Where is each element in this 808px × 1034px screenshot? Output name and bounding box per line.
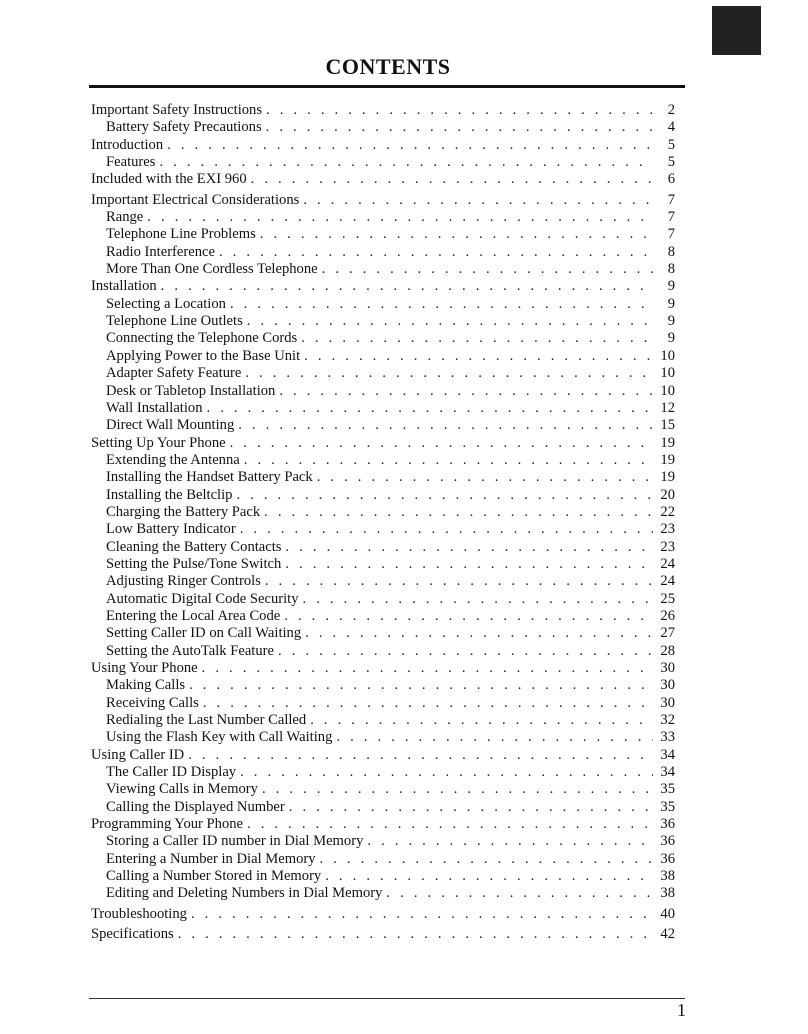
toc-entry-label: Wall Installation: [106, 399, 203, 416]
toc-entry-label: Setting Up Your Phone: [91, 434, 226, 451]
toc-entry-label: Using Caller ID: [91, 746, 185, 763]
toc-entry[interactable]: [91, 365, 675, 382]
toc-entry-page: 23: [660, 521, 675, 538]
toc-entry[interactable]: [91, 119, 675, 136]
toc-entry-label: Cleaning the Battery Contacts: [106, 538, 282, 555]
toc-entry-page: 10: [660, 382, 675, 399]
dot-leader: [161, 278, 653, 295]
toc-entry-page: 10: [660, 347, 675, 364]
toc-entry[interactable]: [91, 608, 675, 625]
dot-leader: [317, 469, 653, 486]
toc-entry-page: 35: [660, 798, 675, 815]
toc-entry[interactable]: [91, 209, 675, 226]
toc-entry-page: 36: [660, 850, 675, 867]
dot-leader: [188, 747, 653, 764]
dot-leader: [260, 226, 653, 243]
toc-entry[interactable]: [91, 643, 675, 660]
toc-entry[interactable]: [91, 712, 675, 729]
dot-leader: [247, 816, 653, 833]
toc-entry-page: 2: [667, 102, 675, 118]
toc-entry[interactable]: [91, 244, 675, 261]
toc-entry-page: 40: [660, 905, 675, 922]
toc-entry[interactable]: [91, 348, 675, 365]
dot-leader: [367, 833, 653, 850]
toc-entry[interactable]: [91, 417, 675, 434]
toc-entry-page: 9: [667, 295, 675, 312]
toc-entry-page: 27: [660, 625, 675, 642]
toc-entry-label: Setting the AutoTalk Feature: [106, 642, 274, 659]
toc-entry-page: 22: [660, 503, 675, 520]
dot-leader: [251, 171, 653, 188]
toc-entry-page: 19: [660, 451, 675, 468]
dot-leader: [320, 851, 653, 868]
dot-leader: [279, 383, 653, 400]
dot-leader: [244, 452, 653, 469]
toc-entry[interactable]: [91, 469, 675, 486]
toc-entry-label: Connecting the Telephone Cords: [106, 330, 298, 347]
toc-entry-label: Programming Your Phone: [91, 816, 244, 833]
toc-entry-page: 7: [667, 209, 675, 226]
toc-entry-label: Specifications: [91, 926, 174, 943]
footer-rule: [89, 998, 685, 999]
dot-leader: [285, 556, 653, 573]
toc-entry[interactable]: [91, 660, 675, 677]
toc-entry-label: Telephone Line Outlets: [106, 313, 243, 330]
dot-leader: [159, 154, 653, 171]
toc-entry-label: Included with the EXI 960: [91, 171, 247, 188]
toc-entry-page: 36: [660, 816, 675, 833]
page-number: 1: [677, 1000, 686, 1020]
toc-entry-label: Direct Wall Mounting: [106, 417, 235, 434]
toc-entry[interactable]: [91, 906, 675, 923]
toc-entry-page: 34: [660, 764, 675, 781]
toc-entry-page: 7: [667, 191, 675, 208]
toc-entry-page: 34: [660, 746, 675, 763]
dot-leader: [289, 799, 653, 816]
table-of-contents: [91, 102, 675, 944]
dot-leader: [203, 695, 653, 712]
toc-entry-label: Calling the Displayed Number: [106, 798, 285, 815]
toc-entry[interactable]: [91, 102, 675, 119]
dot-leader: [219, 244, 653, 261]
toc-entry[interactable]: [91, 591, 675, 608]
dot-leader: [386, 885, 653, 902]
toc-entry-page: 7: [667, 226, 675, 243]
toc-entry-page: 19: [660, 434, 675, 451]
toc-entry-label: Applying Power to the Base Unit: [106, 347, 301, 364]
toc-entry[interactable]: [91, 799, 675, 816]
toc-entry-label: The Caller ID Display: [106, 764, 237, 781]
toc-entry-label: Setting the Pulse/Tone Switch: [106, 555, 282, 572]
toc-entry-label: Introduction: [91, 136, 164, 153]
toc-entry-label: Troubleshooting: [91, 905, 187, 922]
page-title: CONTENTS: [325, 54, 451, 79]
toc-entry[interactable]: [91, 137, 675, 154]
toc-entry[interactable]: [91, 261, 675, 278]
toc-entry-page: 23: [660, 538, 675, 555]
toc-entry[interactable]: [91, 625, 675, 642]
toc-entry-page: 9: [667, 313, 675, 330]
toc-entry[interactable]: [91, 487, 675, 504]
toc-entry[interactable]: [91, 330, 675, 347]
toc-entry[interactable]: [91, 926, 675, 943]
dot-leader: [325, 868, 653, 885]
toc-entry[interactable]: [91, 296, 675, 313]
toc-entry-label: Storing a Caller ID number in Dial Memory: [106, 833, 364, 850]
toc-entry-label: Battery Safety Precautions: [106, 119, 262, 136]
dot-leader: [286, 539, 654, 556]
toc-entry-label: Important Electrical Considerations: [91, 191, 300, 208]
toc-entry-page: 26: [660, 607, 675, 624]
toc-entry-page: 38: [660, 868, 675, 885]
toc-entry-page: 10: [660, 365, 675, 382]
toc-entry-page: 33: [660, 729, 675, 746]
dot-leader: [303, 192, 653, 209]
toc-entry-label: Entering the Local Area Code: [106, 607, 281, 624]
toc-entry-label: Using Your Phone: [91, 660, 198, 676]
dot-leader: [207, 400, 654, 417]
toc-entry-page: 30: [660, 694, 675, 711]
toc-entry-label: Adjusting Ringer Controls: [106, 573, 261, 590]
toc-entry[interactable]: [91, 695, 675, 712]
toc-entry-page: 28: [660, 642, 675, 659]
toc-entry-page: 8: [667, 243, 675, 260]
dot-leader: [247, 313, 653, 330]
toc-entry[interactable]: [91, 504, 675, 521]
toc-entry-label: Extending the Antenna: [106, 451, 240, 468]
dot-leader: [240, 521, 653, 538]
toc-entry-label: Adapter Safety Feature: [106, 365, 242, 382]
toc-entry[interactable]: [91, 747, 675, 764]
dot-leader: [266, 102, 653, 119]
toc-entry-label: Viewing Calls in Memory: [106, 781, 258, 798]
toc-entry-label: Using the Flash Key with Call Waiting: [106, 729, 333, 746]
dot-leader: [178, 926, 653, 943]
toc-entry-label: Entering a Number in Dial Memory: [106, 850, 316, 867]
toc-entry-label: Automatic Digital Code Security: [106, 590, 299, 607]
dot-leader: [336, 729, 653, 746]
toc-entry-page: 25: [660, 590, 675, 607]
dot-leader: [191, 906, 653, 923]
toc-entry-label: Redialing the Last Number Called: [106, 712, 307, 729]
dot-leader: [310, 712, 653, 729]
toc-entry-label: Making Calls: [106, 677, 186, 694]
toc-entry-label: Installation: [91, 278, 157, 295]
toc-entry[interactable]: [91, 556, 675, 573]
toc-entry[interactable]: [91, 435, 675, 452]
toc-entry-page: 19: [660, 469, 675, 486]
dot-leader: [147, 209, 653, 226]
toc-entry[interactable]: [91, 383, 675, 400]
toc-entry-page: 24: [660, 573, 675, 590]
toc-entry[interactable]: [91, 573, 675, 590]
dot-leader: [202, 660, 653, 677]
toc-entry-label: Radio Interference: [106, 243, 215, 260]
chapter-tab-marker: [712, 6, 761, 55]
toc-entry-page: 9: [667, 330, 675, 347]
dot-leader: [278, 643, 653, 660]
toc-entry-label: Charging the Battery Pack: [106, 503, 261, 520]
dot-leader: [301, 330, 653, 347]
toc-entry[interactable]: [91, 539, 675, 556]
dot-leader: [238, 417, 653, 434]
dot-leader: [305, 625, 653, 642]
toc-entry[interactable]: [91, 171, 675, 188]
toc-entry[interactable]: [91, 833, 675, 850]
dot-leader: [230, 435, 653, 452]
toc-entry[interactable]: [91, 452, 675, 469]
toc-entry-page: 32: [660, 712, 675, 729]
toc-entry[interactable]: [91, 868, 675, 885]
toc-entry-page: 30: [660, 660, 675, 676]
toc-entry-label: Calling a Number Stored in Memory: [106, 868, 322, 885]
dot-leader: [304, 348, 653, 365]
toc-entry[interactable]: [91, 885, 675, 902]
dot-leader: [262, 781, 653, 798]
toc-entry-page: 8: [667, 261, 675, 278]
toc-entry-page: 42: [660, 926, 675, 943]
dot-leader: [189, 677, 653, 694]
toc-entry-label: More Than One Cordless Telephone: [106, 261, 318, 278]
toc-entry-page: 15: [660, 417, 675, 434]
dot-leader: [236, 487, 653, 504]
dot-leader: [265, 573, 653, 590]
toc-entry[interactable]: [91, 729, 675, 746]
toc-entry-label: Editing and Deleting Numbers in Dial Memory: [106, 885, 383, 902]
toc-entry[interactable]: [91, 764, 675, 781]
toc-entry[interactable]: [91, 154, 675, 171]
toc-entry[interactable]: [91, 226, 675, 243]
toc-entry-page: 9: [667, 278, 675, 295]
toc-entry-label: Receiving Calls: [106, 694, 199, 711]
toc-entry-page: 5: [667, 154, 675, 171]
toc-entry[interactable]: [91, 192, 675, 209]
toc-entry[interactable]: [91, 521, 675, 538]
toc-entry[interactable]: [91, 278, 675, 295]
toc-entry-label: Range: [106, 209, 144, 226]
toc-entry-page: 12: [660, 399, 675, 416]
dot-leader: [245, 365, 653, 382]
toc-entry-label: Selecting a Location: [106, 295, 226, 312]
toc-entry-label: Desk or Tabletop Installation: [106, 382, 276, 399]
dot-leader: [322, 261, 653, 278]
toc-entry-label: Low Battery Indicator: [106, 521, 236, 538]
toc-entry[interactable]: [91, 313, 675, 330]
toc-entry-label: Installing the Beltclip: [106, 486, 233, 503]
toc-entry-label: Installing the Handset Battery Pack: [106, 469, 313, 486]
toc-entry-page: 38: [660, 885, 675, 902]
toc-entry-label: Telephone Line Problems: [106, 226, 256, 243]
toc-entry-page: 35: [660, 781, 675, 798]
dot-leader: [303, 591, 653, 608]
dot-leader: [264, 504, 653, 521]
toc-entry-page: 30: [660, 677, 675, 694]
dot-leader: [167, 137, 653, 154]
toc-entry-label: Important Safety Instructions: [91, 102, 263, 118]
dot-leader: [230, 296, 653, 313]
toc-entry[interactable]: [91, 816, 675, 833]
dot-leader: [240, 764, 653, 781]
toc-entry[interactable]: [91, 781, 675, 798]
toc-entry-page: 5: [667, 136, 675, 153]
toc-entry[interactable]: [91, 851, 675, 868]
dot-leader: [266, 119, 653, 136]
toc-entry-page: 24: [660, 555, 675, 572]
toc-entry-label: Setting Caller ID on Call Waiting: [106, 625, 302, 642]
toc-entry-page: 6: [667, 171, 675, 188]
toc-entry[interactable]: [91, 400, 675, 417]
dot-leader: [284, 608, 653, 625]
toc-entry[interactable]: [91, 677, 675, 694]
toc-entry-page: 36: [660, 833, 675, 850]
title-rule: [89, 85, 685, 88]
toc-entry-label: Features: [106, 154, 156, 171]
toc-entry-page: 4: [667, 119, 675, 136]
toc-entry-page: 20: [660, 486, 675, 503]
